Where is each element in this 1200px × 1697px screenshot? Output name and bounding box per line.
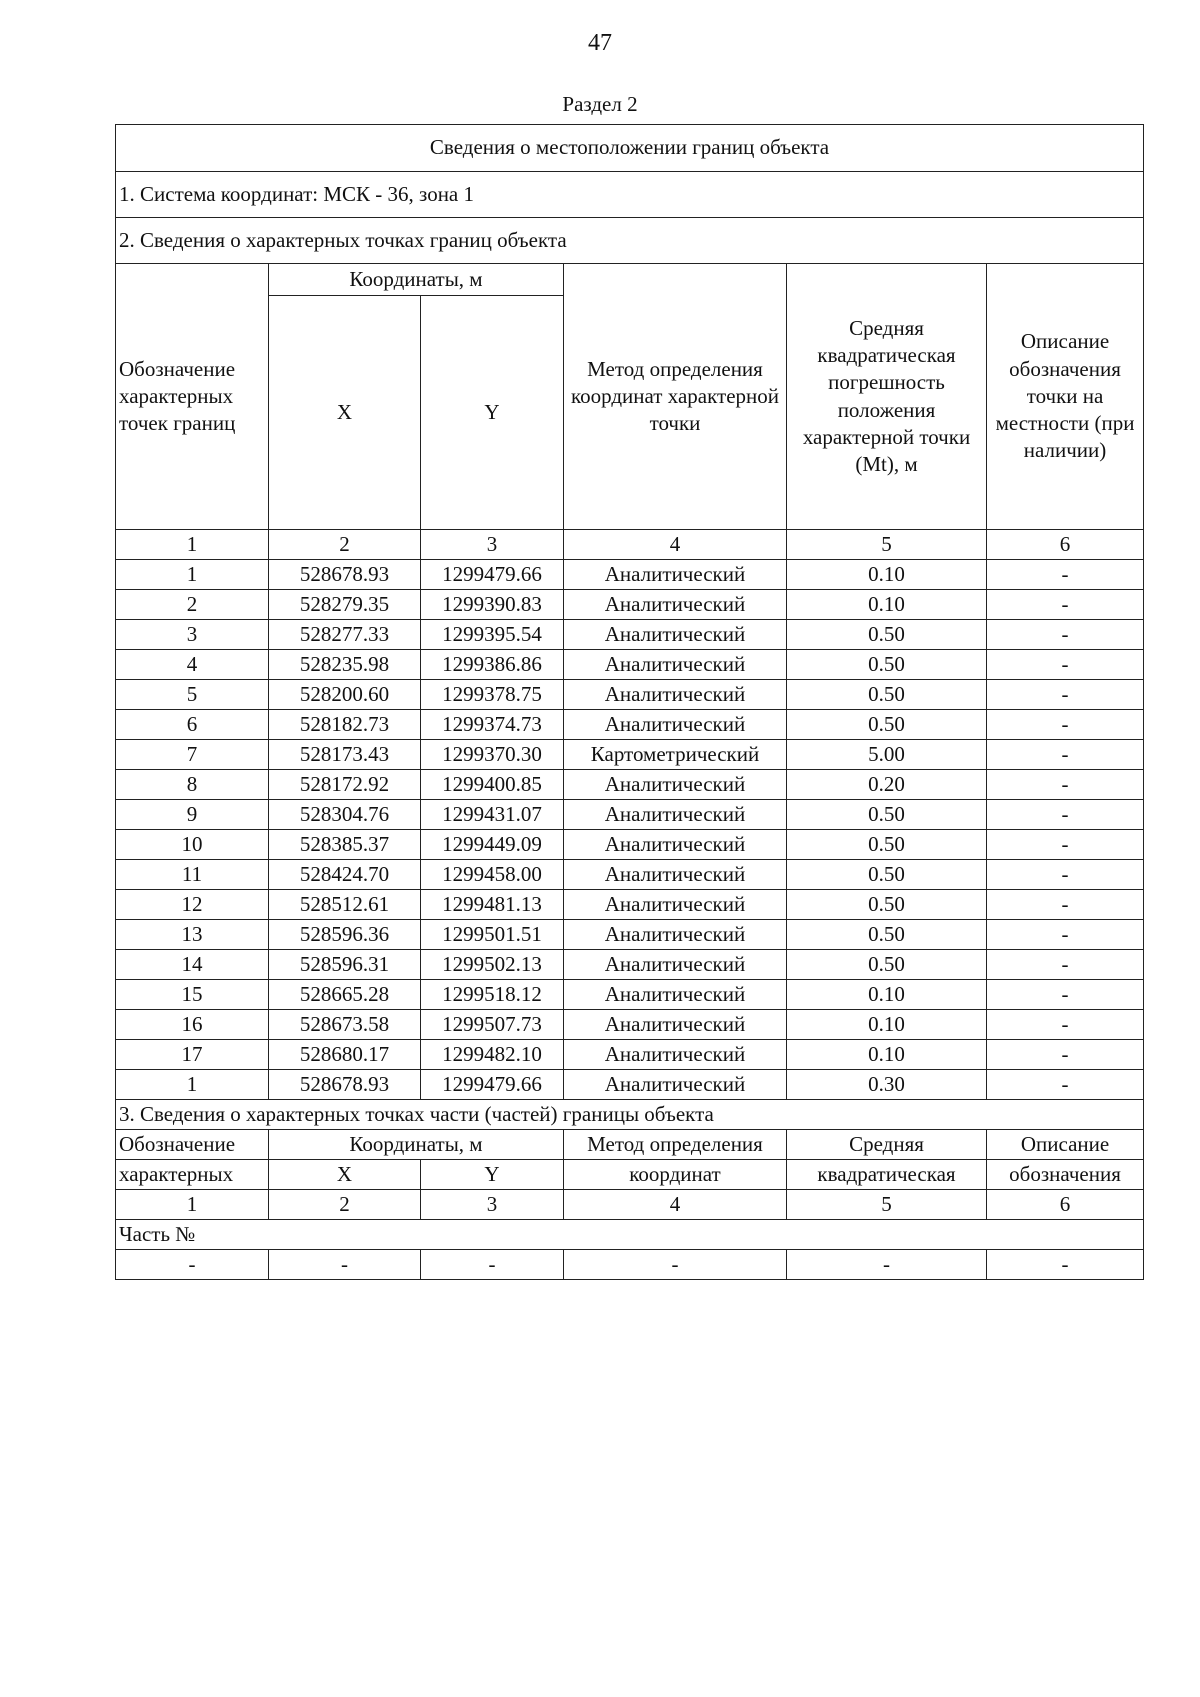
table-row (116, 560, 1144, 590)
column-number: 4 (564, 1190, 787, 1220)
table-cell: - (987, 1250, 1144, 1280)
header-description: Описание обозначения точки на местности (при наличии) (987, 264, 1144, 530)
column-number: 2 (269, 530, 421, 560)
point-number-cell: 14 (116, 950, 269, 980)
boundary-table (115, 124, 1144, 1280)
error-cell: 0.30 (787, 1070, 987, 1100)
method-cell: Картометрический (564, 740, 787, 770)
table-row (116, 950, 1144, 980)
y-coordinate-cell: 1299518.12 (421, 980, 564, 1010)
point-number-cell: 15 (116, 980, 269, 1010)
table-row (116, 860, 1144, 890)
table-row (116, 1070, 1144, 1100)
error-cell: 0.50 (787, 860, 987, 890)
method-cell: Аналитический (564, 1010, 787, 1040)
method-cell: Аналитический (564, 920, 787, 950)
column-number: 3 (421, 1190, 564, 1220)
header-error: Средняя квадратическая погрешность положения характерной точки (Mt), м (787, 264, 987, 530)
x-coordinate-cell: 528200.60 (269, 680, 421, 710)
point-number-cell: 10 (116, 830, 269, 860)
table-row (116, 710, 1144, 740)
y-coordinate-cell: 1299386.86 (421, 650, 564, 680)
error-cell: 0.10 (787, 980, 987, 1010)
method-cell: Аналитический (564, 830, 787, 860)
method-cell: Аналитический (564, 650, 787, 680)
part-header-x: X (269, 1160, 421, 1190)
x-coordinate-cell: 528673.58 (269, 1010, 421, 1040)
method-cell: Аналитический (564, 1040, 787, 1070)
description-cell: - (987, 980, 1144, 1010)
method-cell: Аналитический (564, 680, 787, 710)
y-coordinate-cell: 1299501.51 (421, 920, 564, 950)
point-number-cell: 17 (116, 1040, 269, 1070)
table-cell: - (421, 1250, 564, 1280)
section-label: Раздел 2 (562, 92, 638, 116)
description-cell: - (987, 620, 1144, 650)
header-y: Y (421, 296, 564, 530)
description-cell: - (987, 1010, 1144, 1040)
point-number-cell: 6 (116, 710, 269, 740)
x-coordinate-cell: 528172.92 (269, 770, 421, 800)
method-cell: Аналитический (564, 860, 787, 890)
table-row (116, 620, 1144, 650)
point-number-cell: 1 (116, 560, 269, 590)
table-row (116, 800, 1144, 830)
method-cell: Аналитический (564, 620, 787, 650)
description-cell: - (987, 740, 1144, 770)
x-coordinate-cell: 528512.61 (269, 890, 421, 920)
column-number: 5 (787, 1190, 987, 1220)
description-cell: - (987, 890, 1144, 920)
part-label: Часть № (116, 1220, 1144, 1250)
method-cell: Аналитический (564, 1070, 787, 1100)
point-number-cell: 3 (116, 620, 269, 650)
y-coordinate-cell: 1299507.73 (421, 1010, 564, 1040)
y-coordinate-cell: 1299390.83 (421, 590, 564, 620)
x-coordinate-cell: 528173.43 (269, 740, 421, 770)
method-cell: Аналитический (564, 800, 787, 830)
column-number: 2 (269, 1190, 421, 1220)
method-cell: Аналитический (564, 710, 787, 740)
table-cell: - (116, 1250, 269, 1280)
table-title: Сведения о местоположении границ объекта (116, 125, 1144, 172)
method-cell: Аналитический (564, 560, 787, 590)
error-cell: 0.50 (787, 680, 987, 710)
table-row (116, 680, 1144, 710)
y-coordinate-cell: 1299479.66 (421, 560, 564, 590)
y-coordinate-cell: 1299458.00 (421, 860, 564, 890)
x-coordinate-cell: 528678.93 (269, 560, 421, 590)
part-column-numbers-row (116, 1190, 1144, 1220)
y-coordinate-cell: 1299431.07 (421, 800, 564, 830)
column-number: 6 (987, 1190, 1144, 1220)
error-cell: 5.00 (787, 740, 987, 770)
point-number-cell: 4 (116, 650, 269, 680)
point-number-cell: 12 (116, 890, 269, 920)
description-cell: - (987, 770, 1144, 800)
error-cell: 0.50 (787, 710, 987, 740)
coordinate-system: 1. Система координат: МСК - 36, зона 1 (116, 172, 1144, 218)
y-coordinate-cell: 1299374.73 (421, 710, 564, 740)
point-number-cell: 5 (116, 680, 269, 710)
error-cell: 0.10 (787, 1040, 987, 1070)
x-coordinate-cell: 528596.36 (269, 920, 421, 950)
method-cell: Аналитический (564, 770, 787, 800)
point-number-cell: 8 (116, 770, 269, 800)
y-coordinate-cell: 1299449.09 (421, 830, 564, 860)
column-number: 1 (116, 1190, 269, 1220)
error-cell: 0.50 (787, 890, 987, 920)
error-cell: 0.10 (787, 1010, 987, 1040)
table-row (116, 980, 1144, 1010)
description-cell: - (987, 920, 1144, 950)
x-coordinate-cell: 528304.76 (269, 800, 421, 830)
header-method: Метод определения координат характерной точки (564, 264, 787, 530)
table-row (116, 740, 1144, 770)
description-cell: - (987, 560, 1144, 590)
column-number: 4 (564, 530, 787, 560)
table-cell: - (564, 1250, 787, 1280)
header-coordinates: Координаты, м (269, 264, 564, 296)
table-row (116, 1010, 1144, 1040)
y-coordinate-cell: 1299479.66 (421, 1070, 564, 1100)
point-number-cell: 13 (116, 920, 269, 950)
table-row (116, 650, 1144, 680)
column-number: 3 (421, 530, 564, 560)
header-x: X (269, 296, 421, 530)
column-number: 5 (787, 530, 987, 560)
error-cell: 0.50 (787, 800, 987, 830)
points-section-title: 2. Сведения о характерных точках границ объекта (116, 218, 1144, 264)
page-number: 47 (588, 30, 612, 56)
error-cell: 0.10 (787, 590, 987, 620)
table-row (116, 920, 1144, 950)
part-header-method: Метод определения (564, 1130, 787, 1160)
method-cell: Аналитический (564, 980, 787, 1010)
description-cell: - (987, 710, 1144, 740)
point-number-cell: 9 (116, 800, 269, 830)
x-coordinate-cell: 528279.35 (269, 590, 421, 620)
y-coordinate-cell: 1299378.75 (421, 680, 564, 710)
x-coordinate-cell: 528596.31 (269, 950, 421, 980)
column-numbers-row (116, 530, 1144, 560)
table-cell: - (269, 1250, 421, 1280)
x-coordinate-cell: 528235.98 (269, 650, 421, 680)
part-header-y: Y (421, 1160, 564, 1190)
error-cell: 0.50 (787, 950, 987, 980)
table-row (116, 590, 1144, 620)
method-cell: Аналитический (564, 950, 787, 980)
part-header-error: Средняя (787, 1130, 987, 1160)
description-cell: - (987, 860, 1144, 890)
point-number-cell: 16 (116, 1010, 269, 1040)
error-cell: 0.50 (787, 920, 987, 950)
part-header-coordinates: Координаты, м (269, 1130, 564, 1160)
x-coordinate-cell: 528277.33 (269, 620, 421, 650)
part-header-description: Описание (987, 1130, 1144, 1160)
y-coordinate-cell: 1299502.13 (421, 950, 564, 980)
part-section-title: 3. Сведения о характерных точках части (частей) границы объекта (116, 1100, 1144, 1130)
description-cell: - (987, 1070, 1144, 1100)
method-cell: Аналитический (564, 590, 787, 620)
description-cell: - (987, 950, 1144, 980)
x-coordinate-cell: 528385.37 (269, 830, 421, 860)
point-number-cell: 1 (116, 1070, 269, 1100)
y-coordinate-cell: 1299481.13 (421, 890, 564, 920)
x-coordinate-cell: 528680.17 (269, 1040, 421, 1070)
point-number-cell: 7 (116, 740, 269, 770)
column-number: 1 (116, 530, 269, 560)
part-header-point-designation-2: характерных (116, 1160, 269, 1190)
point-number-cell: 2 (116, 590, 269, 620)
header-point-designation: Обозначение характерных точек границ (116, 264, 269, 530)
error-cell: 0.50 (787, 650, 987, 680)
y-coordinate-cell: 1299395.54 (421, 620, 564, 650)
y-coordinate-cell: 1299482.10 (421, 1040, 564, 1070)
description-cell: - (987, 590, 1144, 620)
method-cell: Аналитический (564, 890, 787, 920)
error-cell: 0.50 (787, 620, 987, 650)
part-header-error-2: квадратическая (787, 1160, 987, 1190)
x-coordinate-cell: 528182.73 (269, 710, 421, 740)
part-header-description-2: обозначения (987, 1160, 1144, 1190)
table-row (116, 830, 1144, 860)
point-number-cell: 11 (116, 860, 269, 890)
description-cell: - (987, 830, 1144, 860)
table-row (116, 890, 1144, 920)
description-cell: - (987, 800, 1144, 830)
column-number: 6 (987, 530, 1144, 560)
x-coordinate-cell: 528665.28 (269, 980, 421, 1010)
table-cell: - (787, 1250, 987, 1280)
part-empty-row (116, 1250, 1144, 1280)
x-coordinate-cell: 528424.70 (269, 860, 421, 890)
error-cell: 0.20 (787, 770, 987, 800)
table-row (116, 1040, 1144, 1070)
y-coordinate-cell: 1299400.85 (421, 770, 564, 800)
part-header-point-designation: Обозначение (116, 1130, 269, 1160)
x-coordinate-cell: 528678.93 (269, 1070, 421, 1100)
error-cell: 0.10 (787, 560, 987, 590)
description-cell: - (987, 650, 1144, 680)
y-coordinate-cell: 1299370.30 (421, 740, 564, 770)
error-cell: 0.50 (787, 830, 987, 860)
description-cell: - (987, 680, 1144, 710)
part-header-method-2: координат (564, 1160, 787, 1190)
description-cell: - (987, 1040, 1144, 1070)
table-row (116, 770, 1144, 800)
